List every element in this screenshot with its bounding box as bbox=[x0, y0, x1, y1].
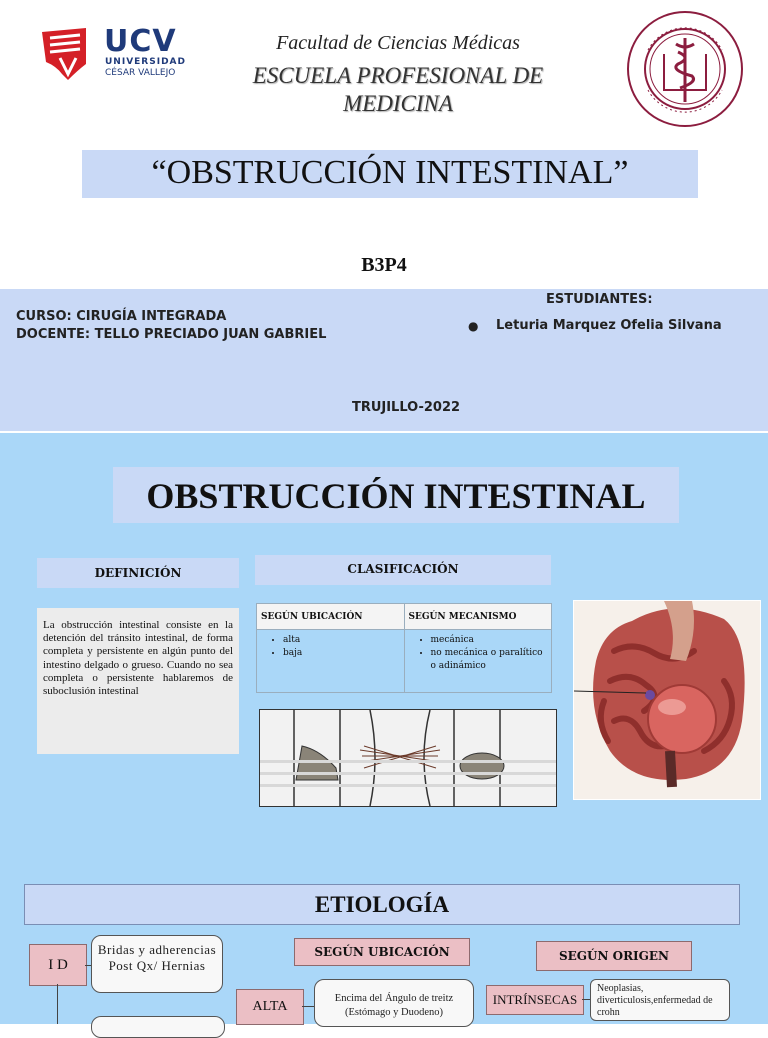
intrinsecas-label: INTRÍNSECAS bbox=[486, 985, 584, 1015]
teacher-label: DOCENTE: TELLO PRECIADO JUAN GABRIEL bbox=[16, 327, 327, 342]
logo-brand: UCV bbox=[104, 24, 177, 59]
definicion-heading: DEFINICIÓN bbox=[37, 558, 239, 588]
alta-label: ALTA bbox=[236, 989, 304, 1025]
id-label: I D bbox=[29, 944, 87, 986]
cover-title-box bbox=[82, 150, 698, 198]
clasificacion-table bbox=[256, 603, 552, 693]
origen-heading: SEGÚN ORIGEN bbox=[536, 941, 692, 971]
intestine-illustration bbox=[573, 600, 761, 800]
intrinsecas-desc-box: Neoplasias, diverticulosis,enfermedad de crohn bbox=[590, 979, 730, 1021]
seal-icon bbox=[626, 10, 744, 128]
cover-title: “OBSTRUCCIÓN INTESTINAL” bbox=[151, 154, 629, 191]
col-ubicacion-cell bbox=[257, 630, 405, 693]
col-mecanismo-cell bbox=[404, 630, 552, 693]
obstruction-diagram bbox=[259, 709, 557, 807]
table-row bbox=[257, 630, 552, 693]
info-band bbox=[0, 289, 768, 431]
list-item: • mecánica bbox=[431, 634, 548, 647]
table-header-row bbox=[257, 604, 552, 630]
connector-line bbox=[302, 1006, 314, 1007]
course-label: CURSO: CIRUGÍA INTEGRADA bbox=[16, 309, 227, 324]
faculty-name: Facultad de Ciencias Médicas bbox=[276, 32, 520, 54]
next-cause-box bbox=[91, 1016, 225, 1038]
col-mecanismo-header: SEGÚN MECANISMO bbox=[404, 604, 552, 630]
students-heading: ESTUDIANTES: bbox=[546, 292, 653, 307]
clasificacion-heading: CLASIFICACIÓN bbox=[255, 555, 551, 585]
connector-line bbox=[582, 999, 590, 1000]
bullet-icon: ● bbox=[468, 319, 479, 333]
city-year: TRUJILLO-2022 bbox=[351, 400, 461, 415]
ubicacion-heading: SEGÚN UBICACIÓN bbox=[294, 938, 470, 966]
intestine-image-icon bbox=[574, 601, 760, 799]
university-seal bbox=[626, 10, 744, 128]
list-item: • baja bbox=[283, 647, 400, 660]
logo-line2: CÉSAR VALLEJO bbox=[105, 68, 176, 78]
logo-line1: UNIVERSIDAD bbox=[105, 57, 186, 67]
group-code: B3P4 bbox=[361, 254, 407, 276]
bowel-diagram-icon bbox=[260, 710, 556, 806]
definicion-text: La obstrucción intestinal consiste en la detención del tránsito intestinal, de forma completa y persistente en algún punto del intestino delgado o grueso. Cuando no sea completa o persistente hablaremos de suboclusión intestinal bbox=[37, 608, 239, 754]
student-name: Leturia Marquez Ofelia Silvana bbox=[496, 318, 722, 333]
slide-obstruccion bbox=[0, 433, 768, 1024]
list-item: • alta bbox=[283, 634, 400, 647]
connector-line bbox=[57, 984, 58, 1024]
list-item: • no mecánica o paralítico o adinámico bbox=[431, 647, 548, 673]
id-cause-box: Bridas y adherencias Post Qx/ Hernias bbox=[91, 935, 223, 993]
slide-title: OBSTRUCCIÓN INTESTINAL bbox=[113, 467, 679, 523]
ucv-logo bbox=[42, 24, 186, 84]
school-name: ESCUELA PROFESIONAL DE MEDICINA bbox=[252, 63, 544, 116]
alta-desc-box: Encima del Ángulo de treitz (Estómago y Duodeno) bbox=[314, 979, 474, 1027]
etiologia-heading: ETIOLOGÍA bbox=[24, 884, 740, 925]
col-ubicacion-header: SEGÚN UBICACIÓN bbox=[257, 604, 405, 630]
